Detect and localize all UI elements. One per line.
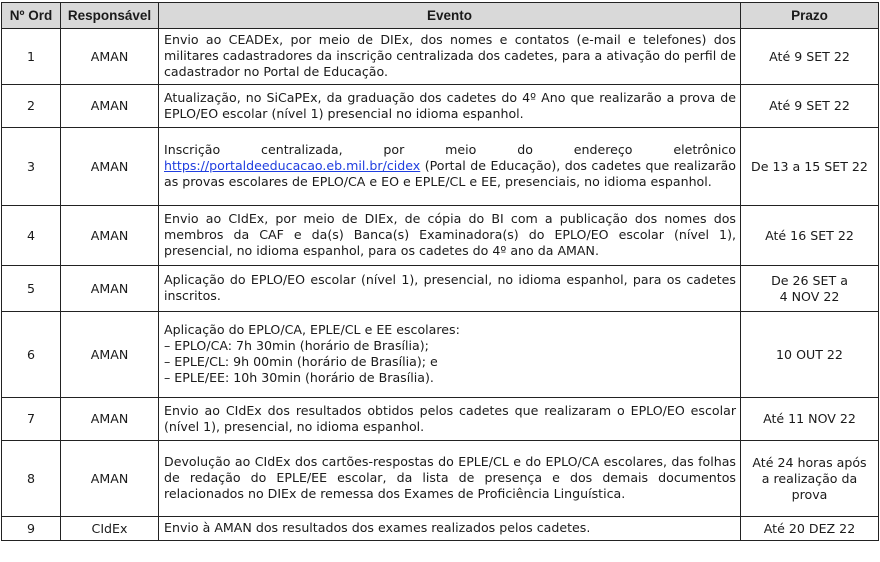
row-evento: Atualização, no SiCaPEx, da graduação dos cadetes do 4º Ano que realizarão a prova de EPLO/EO escolar (nível 1) presencial no idioma espanhol.	[159, 85, 741, 128]
prazo-line: De 26 SET a	[771, 272, 848, 288]
evento-text-post: (Portal de Educação), dos cadetes que realizarão as provas escolares de EPLO/CA e EO e EPLE/CL e EE, presenciais, no idioma espanhol.	[164, 158, 736, 189]
row-prazo	[741, 441, 879, 517]
row-evento	[159, 128, 741, 206]
schedule-table	[1, 2, 879, 541]
row-prazo: Até 16 SET 22	[741, 206, 879, 266]
row-ord: 1	[2, 29, 61, 85]
row-responsavel: AMAN	[61, 312, 159, 398]
row-ord: 4	[2, 206, 61, 266]
row-evento: Devolução ao CIdEx dos cartões-respostas do EPLE/CL e do EPLO/CA escolares, das folhas de redação do EPLE/EE escolar, da lista de presença e dos demais documentos relacionados no DIEx de remessa dos Exames de Proficiência Linguística.	[159, 441, 741, 517]
row-prazo: Até 20 DEZ 22	[741, 517, 879, 541]
row-responsavel: CIdEx	[61, 517, 159, 541]
row-responsavel: AMAN	[61, 398, 159, 441]
portal-educacao-link[interactable]: https://portaldeeducacao.eb.mil.br/cidex	[164, 158, 421, 173]
row-responsavel: AMAN	[61, 206, 159, 266]
evento-line: Aplicação do EPLO/CA, EPLE/CL e EE escolares:	[164, 322, 460, 337]
header-prazo: Prazo	[741, 3, 879, 29]
table-row	[2, 128, 879, 206]
table-row	[2, 266, 879, 312]
row-evento: Envio ao CIdEx, por meio de DIEx, de cópia do BI com a publicação dos nomes dos membros da CAF e da(s) Banca(s) Examinadora(s) do EPLO/EO escolar (nível 1), presencial, no idioma espanhol, para os cadetes do 4º ano da AMAN.	[159, 206, 741, 266]
row-prazo: 10 OUT 22	[741, 312, 879, 398]
prazo-line: Até 24 horas após	[752, 454, 867, 470]
row-prazo: Até 11 NOV 22	[741, 398, 879, 441]
row-evento: Envio à AMAN dos resultados dos exames realizados pelos cadetes.	[159, 517, 741, 541]
table-row	[2, 85, 879, 128]
row-responsavel: AMAN	[61, 85, 159, 128]
evento-line: – EPLE/EE: 10h 30min (horário de Brasília).	[164, 370, 434, 385]
row-ord: 6	[2, 312, 61, 398]
evento-line: – EPLO/CA: 7h 30min (horário de Brasília);	[164, 338, 429, 353]
row-ord: 2	[2, 85, 61, 128]
row-responsavel: AMAN	[61, 29, 159, 85]
header-responsavel: Responsável	[61, 3, 159, 29]
table-row	[2, 206, 879, 266]
row-responsavel: AMAN	[61, 266, 159, 312]
evento-line: – EPLE/CL: 9h 00min (horário de Brasília); e	[164, 354, 438, 369]
row-prazo: Até 9 SET 22	[741, 29, 879, 85]
row-ord: 5	[2, 266, 61, 312]
row-responsavel: AMAN	[61, 441, 159, 517]
evento-text-pre: Inscrição centralizada, por meio do endereço eletrônico	[164, 142, 736, 157]
prazo-line: prova	[791, 486, 828, 502]
table-row	[2, 441, 879, 517]
row-ord: 3	[2, 128, 61, 206]
table-row	[2, 312, 879, 398]
header-row	[2, 3, 879, 29]
header-ord: Nº Ord	[2, 3, 61, 29]
header-evento: Evento	[159, 3, 741, 29]
row-evento: Envio ao CIdEx dos resultados obtidos pelos cadetes que realizaram o EPLO/EO escolar (nível 1), presencial, no idioma espanhol.	[159, 398, 741, 441]
row-responsavel: AMAN	[61, 128, 159, 206]
table-row	[2, 398, 879, 441]
prazo-line: 4 NOV 22	[779, 288, 840, 304]
row-prazo	[741, 266, 879, 312]
row-prazo: De 13 a 15 SET 22	[741, 128, 879, 206]
row-evento: Envio ao CEADEx, por meio de DIEx, dos nomes e contatos (e-mail e telefones) dos militares cadastradores da inscrição centralizada dos cadetes, para a ativação do perfil de cadastrador no Portal de Educação.	[159, 29, 741, 85]
row-evento	[159, 312, 741, 398]
row-evento: Aplicação do EPLO/EO escolar (nível 1), presencial, no idioma espanhol, para os cadetes inscritos.	[159, 266, 741, 312]
table-row	[2, 517, 879, 541]
table-row	[2, 29, 879, 85]
row-ord: 9	[2, 517, 61, 541]
prazo-line: a realização da	[761, 470, 858, 486]
row-ord: 7	[2, 398, 61, 441]
row-prazo: Até 9 SET 22	[741, 85, 879, 128]
row-ord: 8	[2, 441, 61, 517]
